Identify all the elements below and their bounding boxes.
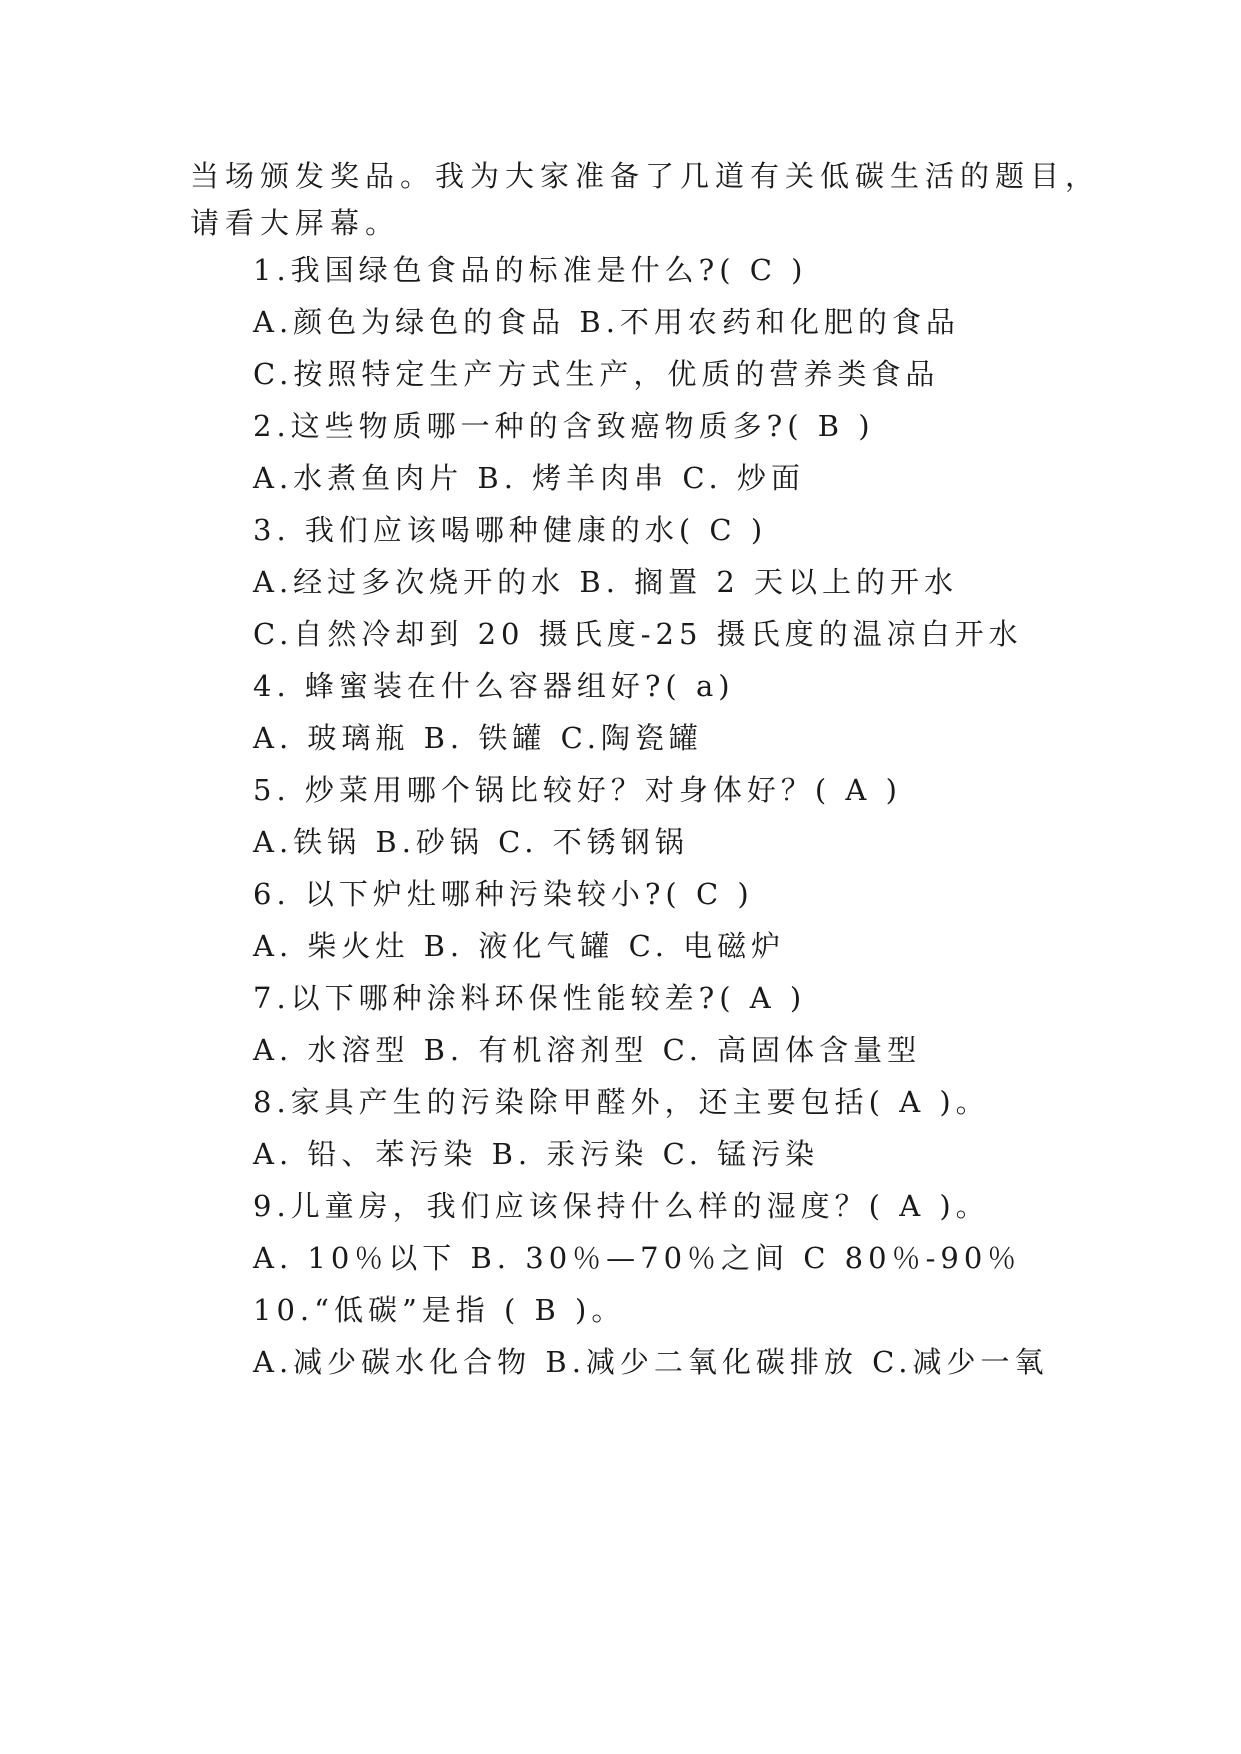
question-1: 1.我国绿色食品的标准是什么?( C ) — [253, 253, 808, 287]
intro-line-2: 请看大屏幕。 — [190, 206, 401, 240]
question-3-options-ab: A.经过多次烧开的水 B. 搁置 2 天以上的开水 — [253, 565, 959, 599]
question-6-options: A. 柴火灶 B. 液化气罐 C. 电磁炉 — [253, 929, 786, 963]
question-7-options: A. 水溶型 B. 有机溶剂型 C. 高固体含量型 — [253, 1033, 922, 1067]
question-8: 8.家具产生的污染除甲醛外，还主要包括( A )。 — [253, 1085, 990, 1119]
question-9-options: A. 10％以下 B. 30％—70％之间 C 80％-90％ — [253, 1241, 1022, 1275]
question-4-options: A. 玻璃瓶 B. 铁罐 C.陶瓷罐 — [253, 721, 703, 755]
question-3: 3. 我们应该喝哪种健康的水( C ) — [253, 513, 768, 547]
question-3-option-c: C.自然冷却到 20 摄氏度-25 摄氏度的温凉白开水 — [253, 617, 1023, 651]
question-4: 4. 蜂蜜装在什么容器组好?( a) — [253, 669, 735, 703]
question-1-options-ab: A.颜色为绿色的食品 B.不用农药和化肥的食品 — [253, 305, 960, 339]
question-8-options: A. 铅、苯污染 B. 汞污染 C. 锰污染 — [253, 1137, 820, 1171]
question-1-option-c: C.按照特定生产方式生产，优质的营养类食品 — [253, 357, 940, 391]
question-5: 5. 炒菜用哪个锅比较好？对身体好？( A ) — [253, 773, 902, 807]
question-10-options: A.减少碳水化合物 B.减少二氧化碳排放 C.减少一氧 — [253, 1345, 1049, 1379]
intro-line-1: 当场颁发奖品。我为大家准备了几道有关低碳生活的题目， — [190, 159, 1101, 193]
question-7: 7.以下哪种涂料环保性能较差?( A ) — [253, 981, 807, 1015]
question-2: 2.这些物质哪一种的含致癌物质多?( B ) — [253, 409, 875, 443]
question-5-options: A.铁锅 B.砂锅 C. 不锈钢锅 — [253, 825, 689, 859]
question-9: 9.儿童房，我们应该保持什么样的湿度？( A )。 — [253, 1189, 990, 1223]
question-2-options: A.水煮鱼肉片 B. 烤羊肉串 C. 炒面 — [253, 461, 805, 495]
question-10: 10.“低碳”是指 ( B )。 — [253, 1293, 626, 1327]
question-6: 6. 以下炉灶哪种污染较小?( C ) — [253, 877, 754, 911]
